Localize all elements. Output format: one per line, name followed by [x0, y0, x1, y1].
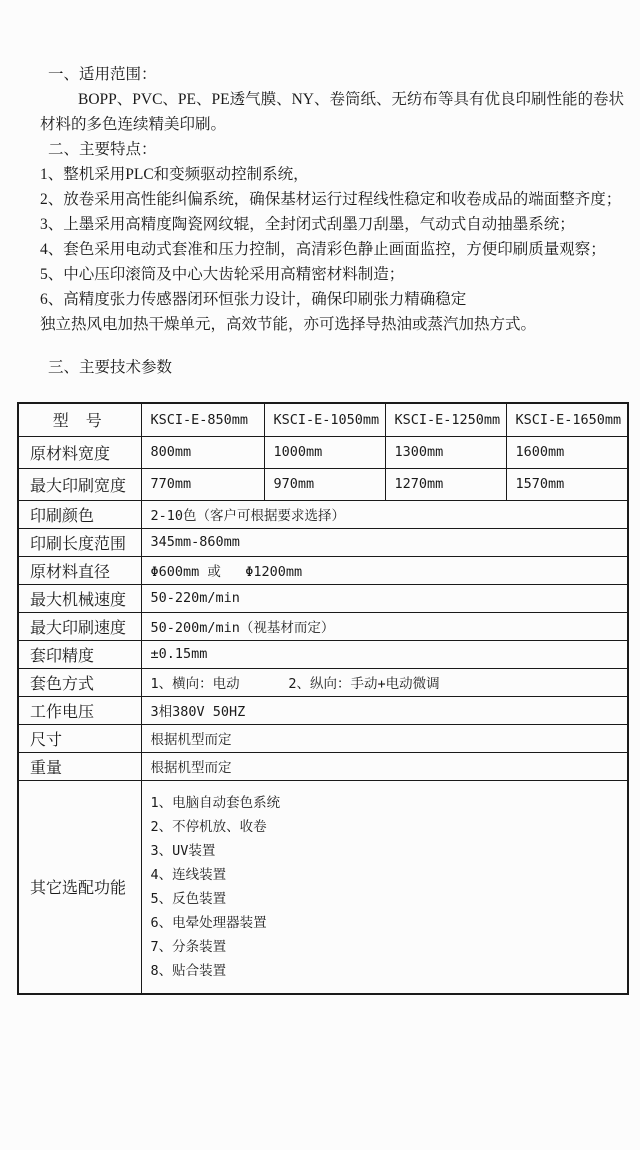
spec-value: 970mm [264, 468, 385, 500]
feature-item-6: 6、高精度张力传感器闭环恒张力设计，确保印刷张力精确稳定 [40, 291, 467, 308]
spec-value: Φ600mm 或 Φ1200mm [141, 556, 628, 584]
feature-item-4: 4、套色采用电动式套准和压力控制，高清彩色静止画面监控，方便印刷质量观察； [40, 241, 606, 258]
option-item-4: 4、连线装置 [150, 866, 227, 883]
option-item-2: 2、不停机放、收卷 [150, 818, 267, 835]
spec-value: 1000mm [264, 436, 385, 468]
table-row-max-mechanical-speed [18, 584, 628, 612]
model-header-label: 型 号 [18, 403, 141, 436]
spec-value: 3相380V 50HZ [141, 696, 628, 724]
spec-label: 最大印刷宽度 [18, 468, 141, 500]
feature-item-1: 1、整机采用PLC和变频驱动控制系统， [40, 166, 309, 183]
spec-value: 50-220m/min [141, 584, 628, 612]
feature-item-2: 2、放卷采用高性能纠偏系统，确保基材运行过程线性稳定和收卷成品的端面整齐度； [40, 191, 622, 208]
spec-value: 根据机型而定 [141, 752, 628, 780]
table-row-max-print-speed [18, 612, 628, 640]
spec-label: 最大印刷速度 [18, 612, 141, 640]
spec-label: 原材料直径 [18, 556, 141, 584]
spec-label: 套色方式 [18, 668, 141, 696]
table-row-weight [18, 752, 628, 780]
model-name-4: KSCI-E-1650mm [506, 403, 628, 436]
option-item-5: 5、反色装置 [150, 890, 227, 907]
spec-label: 印刷颜色 [18, 500, 141, 528]
feature-item-3: 3、上墨采用高精度陶瓷网纹辊，全封闭式刮墨刀刮墨，气动式自动抽墨系统； [40, 216, 575, 233]
spec-value: 345mm-860mm [141, 528, 628, 556]
model-name-1: KSCI-E-850mm [141, 403, 264, 436]
model-name-2: KSCI-E-1050mm [264, 403, 385, 436]
spec-label: 套印精度 [18, 640, 141, 668]
table-row-print-colors [18, 500, 628, 528]
feature-extra-line: 独立热风电加热干燥单元，高效节能，亦可选择导热油或蒸汽加热方式。 [40, 316, 537, 333]
table-row-register-mode [18, 668, 628, 696]
model-name-3: KSCI-E-1250mm [385, 403, 506, 436]
table-row-print-length-range [18, 528, 628, 556]
section-2-title: 二、主要特点： [48, 141, 157, 158]
spec-label: 印刷长度范围 [18, 528, 141, 556]
table-header-row [18, 403, 628, 436]
table-row-material-diameter [18, 556, 628, 584]
spec-value: 根据机型而定 [141, 724, 628, 752]
section-1-body-line-2: 材料的多色连续精美印刷。 [40, 116, 227, 133]
table-row-optional-functions [18, 780, 628, 994]
spec-label: 重量 [18, 752, 141, 780]
table-row-working-voltage [18, 696, 628, 724]
option-item-8: 8、贴合装置 [150, 962, 227, 979]
table-row-dimensions [18, 724, 628, 752]
table-row-material-width [18, 436, 628, 468]
section-3-title: 三、主要技术参数 [48, 359, 173, 376]
spec-value: 1600mm [506, 436, 628, 468]
spec-value: 1、横向：电动 2、纵向：手动+电动微调 [141, 668, 628, 696]
feature-item-5: 5、中心压印滚筒及中心大齿轮采用高精密材料制造； [40, 266, 405, 283]
option-item-7: 7、分条装置 [150, 938, 227, 955]
option-item-6: 6、电晕处理器装置 [150, 914, 267, 931]
spec-label: 其它选配功能 [18, 780, 141, 994]
table-row-max-print-width [18, 468, 628, 500]
section-1-title: 一、适用范围： [48, 66, 157, 83]
spec-label: 工作电压 [18, 696, 141, 724]
option-item-3: 3、UV装置 [150, 842, 216, 859]
spec-value: 1570mm [506, 468, 628, 500]
spec-label: 原材料宽度 [18, 436, 141, 468]
spec-value: 2-10色（客户可根据要求选择） [141, 500, 628, 528]
option-item-1: 1、电脑自动套色系统 [150, 794, 281, 811]
spec-value: ±0.15mm [141, 640, 628, 668]
spec-value: 1270mm [385, 468, 506, 500]
spec-table [17, 402, 629, 995]
spec-label: 最大机械速度 [18, 584, 141, 612]
spec-label: 尺寸 [18, 724, 141, 752]
optional-functions-cell [141, 780, 628, 994]
spec-value: 50-200m/min（视基材而定） [141, 612, 628, 640]
section-1-body-line-1: BOPP、PVC、PE、PE透气膜、NY、卷筒纸、无纺布等具有优良印刷性能的卷状 [78, 91, 624, 108]
table-row-register-accuracy [18, 640, 628, 668]
spec-value: 800mm [141, 436, 264, 468]
spec-value: 1300mm [385, 436, 506, 468]
spec-value: 770mm [141, 468, 264, 500]
